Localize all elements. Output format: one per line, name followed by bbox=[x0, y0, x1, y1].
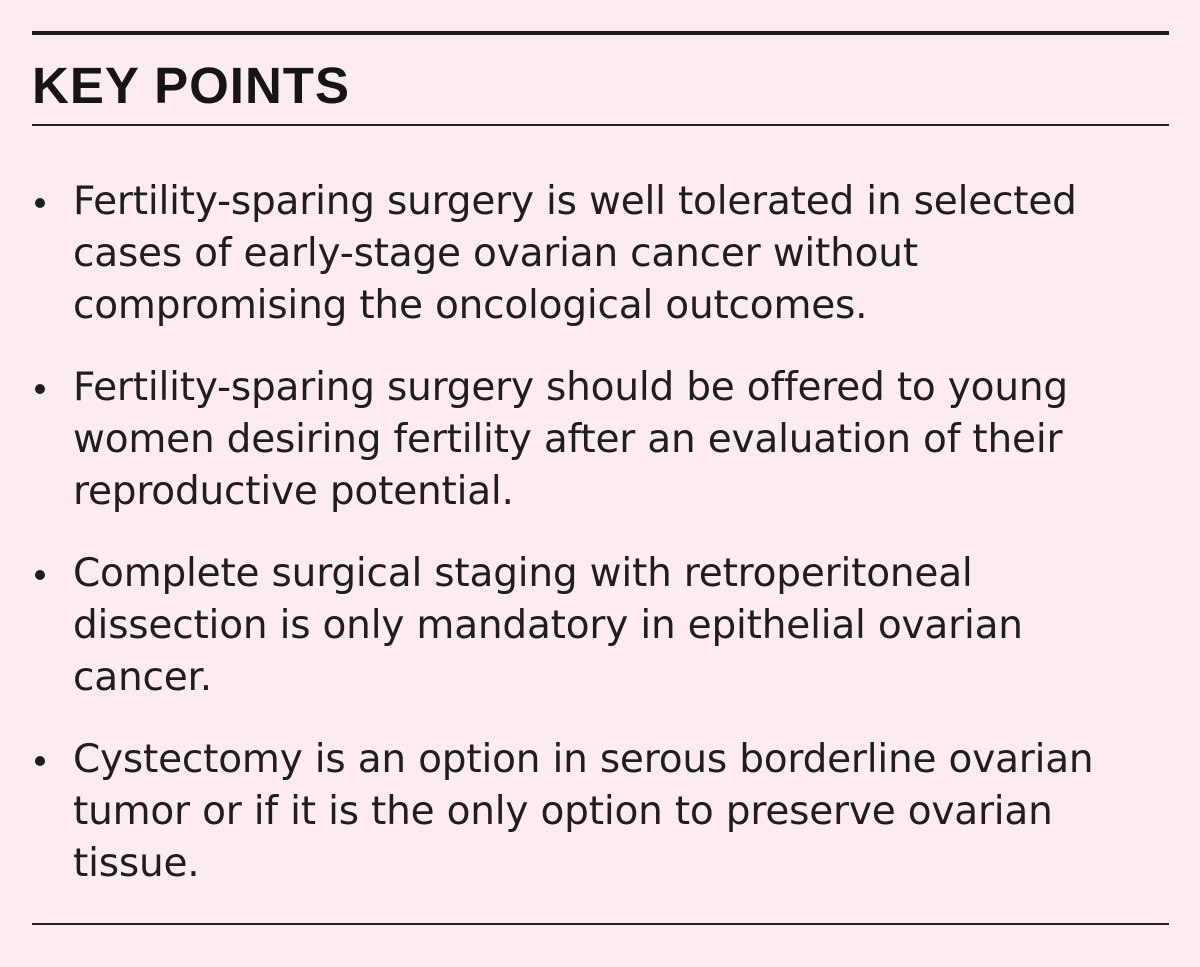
bullet-icon bbox=[35, 570, 45, 580]
key-point-text: Fertility-sparing surgery should be offered to young women desiring fertility after an evaluation of their reproductive potential. bbox=[73, 365, 1068, 514]
key-point-item bbox=[32, 734, 1162, 890]
bullet-icon bbox=[35, 756, 45, 766]
key-point-item bbox=[32, 362, 1162, 518]
key-points-heading: KEY POINTS bbox=[32, 57, 350, 114]
key-point-text: Fertility-sparing surgery is well tolerated in selected cases of early-stage ovarian cancer without compromising the oncological outcomes. bbox=[73, 179, 1077, 328]
heading-rule bbox=[32, 124, 1169, 126]
bullet-icon bbox=[35, 198, 45, 208]
bottom-rule bbox=[32, 923, 1169, 925]
key-points-list bbox=[32, 176, 1162, 920]
key-point-text: Cystectomy is an option in serous borderline ovarian tumor or if it is the only option to preserve ovarian tissue. bbox=[73, 737, 1094, 886]
key-point-text: Complete surgical staging with retroperitoneal dissection is only mandatory in epithelial ovarian cancer. bbox=[73, 551, 1023, 700]
key-point-item bbox=[32, 548, 1162, 704]
bullet-icon bbox=[35, 384, 45, 394]
top-rule bbox=[32, 31, 1169, 35]
key-point-item bbox=[32, 176, 1162, 332]
